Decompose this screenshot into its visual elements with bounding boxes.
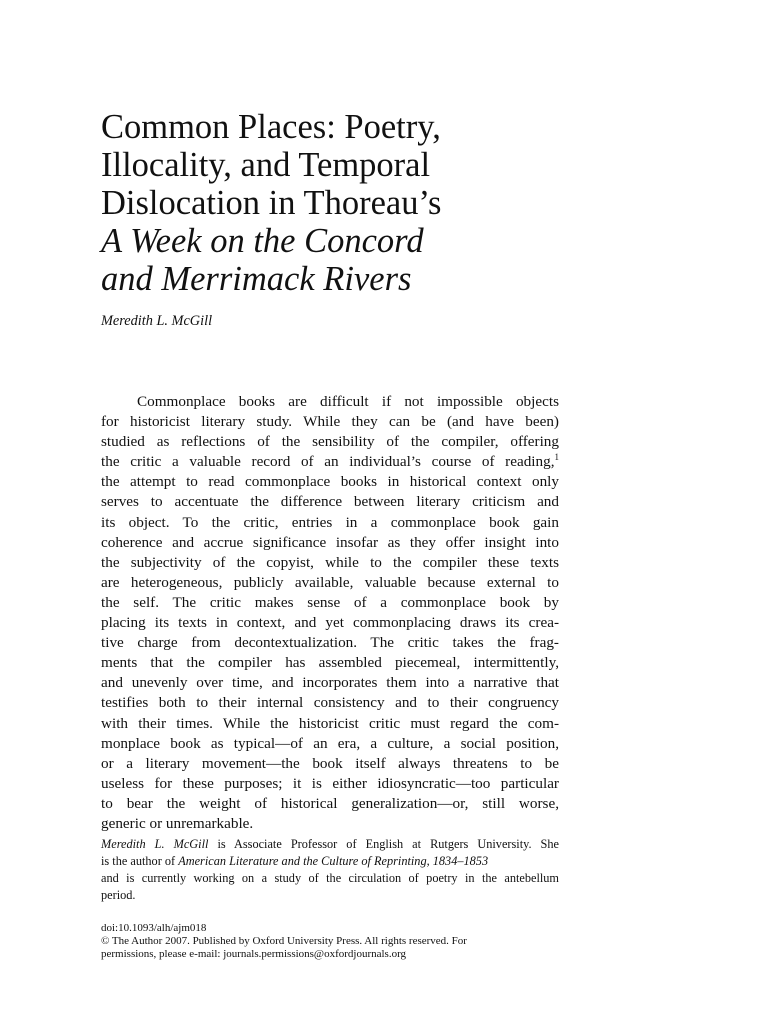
title-line: Dislocation in Thoreau’s bbox=[101, 184, 442, 222]
bio-book-title: American Literature and the Culture of Reprinting, 1834–1853 bbox=[178, 854, 489, 868]
permissions-line: permissions, please e-mail: journals.permissions@oxfordjournals.org bbox=[101, 948, 407, 961]
body-line: placing its texts in context, and yet commonplacing draws its crea- bbox=[101, 614, 559, 632]
body-line bbox=[101, 452, 559, 472]
body-line: tive charge from decontextualization. The critic takes the frag- bbox=[101, 634, 559, 652]
body-line: studied as reflections of the sensibility of the compiler, offering bbox=[101, 433, 559, 451]
body-line: its object. To the critic, entries in a commonplace book gain bbox=[101, 513, 559, 531]
body-line: monplace book as typical—of an era, a culture, a social position, bbox=[101, 734, 559, 752]
body-line: Commonplace books are difficult if not impossible objects bbox=[137, 393, 559, 410]
body-line: ments that the compiler has assembled piecemeal, intermittently, bbox=[101, 654, 559, 672]
bio-author-name: Meredith L. McGill bbox=[101, 837, 209, 851]
body-line: with their times. While the historicist critic must regard the com- bbox=[101, 714, 559, 732]
body-line: the attempt to read commonplace books in historical context only bbox=[101, 473, 559, 491]
doi: doi:10.1093/alh/ajm018 bbox=[101, 922, 207, 934]
title-line: Common Places: Poetry, bbox=[101, 108, 441, 146]
bio-line: period. bbox=[101, 888, 136, 902]
title-line-italic: and Merrimack Rivers bbox=[101, 260, 412, 298]
author-bio-note bbox=[101, 836, 559, 904]
body-line: the subjectivity of the copyist, while to the compiler these texts bbox=[101, 553, 559, 571]
body-line-text: the critic a valuable record of an individual’s course of reading, bbox=[101, 453, 555, 471]
publication-info bbox=[101, 922, 559, 962]
copyright-text: The Author 2007. Published by Oxford University Press. All rights reserved. For bbox=[109, 935, 467, 948]
bio-line bbox=[101, 836, 559, 853]
copyright-line bbox=[101, 935, 559, 948]
bio-text: is Associate Professor of English at Rutgers University. She bbox=[208, 837, 560, 851]
author-name: Meredith L. McGill bbox=[101, 313, 213, 329]
body-line: and unevenly over time, and incorporates them into a narrative that bbox=[101, 674, 559, 692]
body-line: testifies both to their internal consistency and to their congruency bbox=[101, 694, 559, 712]
copyright-icon: © bbox=[101, 935, 110, 948]
body-line: to bear the weight of historical generalization—or, still worse, bbox=[101, 794, 559, 812]
body-line: generic or unremarkable. bbox=[101, 814, 254, 832]
body-line: are heterogeneous, publicly available, valuable because external to bbox=[101, 573, 559, 591]
footnote-marker: 1 bbox=[554, 452, 559, 463]
body-line: useless for these purposes; it is either idiosyncratic—too particular bbox=[101, 774, 559, 792]
body-line: or a literary movement—the book itself always threatens to be bbox=[101, 754, 559, 772]
body-line: for historicist literary study. While they can be (and have been) bbox=[101, 413, 559, 431]
title-line: Illocality, and Temporal bbox=[101, 146, 431, 184]
bio-text: is the author of bbox=[101, 854, 179, 868]
body-line: serves to accentuate the difference between literary criticism and bbox=[101, 493, 559, 511]
body-line: the self. The critic makes sense of a commonplace book by bbox=[101, 593, 559, 611]
bio-line: and is currently working on a study of the circulation of poetry in the antebellum bbox=[101, 871, 559, 885]
title-line-italic: A Week on the Concord bbox=[101, 222, 424, 260]
body-line: coherence and accrue significance insofar as they offer insight into bbox=[101, 533, 559, 551]
article-title bbox=[101, 108, 441, 298]
body-paragraph bbox=[101, 392, 559, 834]
bio-line bbox=[101, 853, 559, 870]
